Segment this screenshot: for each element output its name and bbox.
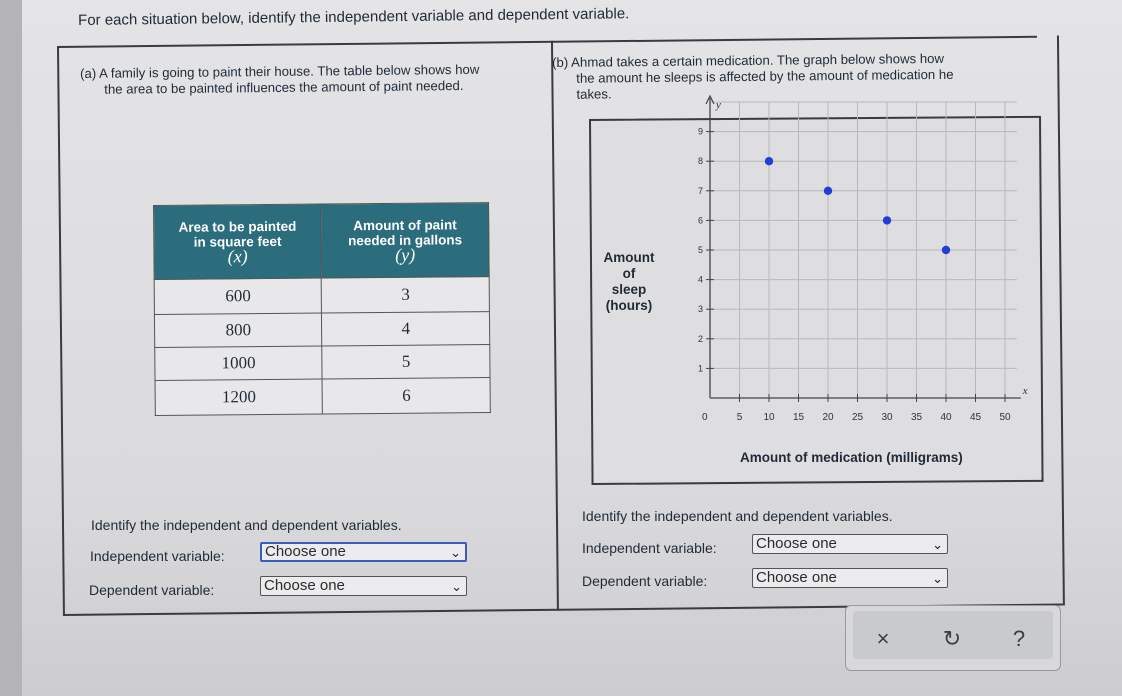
y-tick-label: 5 [697, 245, 703, 255]
x-tick-label: 40 [940, 412, 952, 423]
sleep-scatter-chart [690, 99, 1030, 460]
chevron-down-icon: ⌄ [932, 571, 943, 586]
x-axis-letter: x [1022, 385, 1028, 397]
x-tick-label: 5 [736, 412, 743, 423]
x-tick-label: 15 [792, 412, 805, 423]
x-tick-label: 35 [910, 412, 923, 423]
chevron-down-icon: ⌄ [932, 537, 943, 552]
part-b-description [552, 51, 954, 103]
table-header-area: Area to be painted in square feet (x) [154, 204, 322, 279]
part-b-dependent-select[interactable]: Choose one ⌄ [752, 568, 948, 588]
part-b-label: (b) [552, 54, 569, 70]
part-a-line1: A family is going to paint their house. The table below shows how [99, 61, 480, 81]
part-b-line2: the amount he sleeps is affected by the amount of medication he [576, 66, 954, 86]
data-point [883, 216, 891, 224]
part-a-dependent-select[interactable]: Choose one ⌄ [260, 576, 467, 596]
part-a-label: (a) [80, 65, 97, 81]
y-axis-letter: y [716, 99, 721, 111]
help-icon: ? [1012, 626, 1026, 651]
part-a-independent-select[interactable]: Choose one ⌄ [260, 542, 467, 562]
table-row: 600 3 [154, 277, 489, 315]
part-a-line2: the area to be painted influences the amount of paint needed. [104, 77, 464, 97]
x-tick-label: 20 [822, 412, 834, 423]
part-a-independent-label: Independent variable: [90, 548, 225, 564]
y-tick-label: 6 [697, 215, 703, 226]
background-edge [0, 0, 22, 696]
panel-divider [551, 41, 559, 611]
x-tick-label: 10 [763, 412, 775, 423]
y-tick-label: 7 [697, 185, 703, 196]
table-row: 800 4 [154, 312, 489, 348]
y-tick-label: 9 [697, 126, 703, 137]
help-button[interactable] [1004, 624, 1034, 654]
y-tick-label: 4 [697, 274, 703, 285]
undo-icon: ↻ [942, 626, 962, 651]
part-a-identify-text: Identify the independent and dependent variables. [91, 517, 402, 533]
clear-button[interactable] [868, 624, 898, 654]
y-tick-label: 1 [697, 363, 703, 374]
part-a-dependent-label: Dependent variable: [89, 582, 215, 598]
x-tick-label: 25 [851, 412, 864, 423]
question-prompt: For each situation below, identify the independent variable and dependent variable. [78, 5, 630, 29]
part-b-dependent-label: Dependent variable: [582, 573, 708, 589]
x-tick-label: 30 [881, 412, 893, 423]
y-tick-label: 2 [697, 333, 703, 344]
y-axis-label: Amount of sleep (hours) [603, 250, 655, 313]
table-row: 1200 6 [155, 378, 490, 416]
table-header-paint: Amount of paint needed in gallons (y) [321, 203, 489, 278]
paint-table [153, 202, 491, 416]
x-axis-label: Amount of medication (milligrams) [740, 450, 963, 465]
y-tick-label: 3 [697, 304, 703, 315]
part-b-identify-text: Identify the independent and dependent variables. [582, 508, 893, 524]
data-point [942, 246, 950, 254]
part-b-independent-label: Independent variable: [582, 540, 717, 556]
table-row: 1000 5 [155, 345, 490, 381]
data-point [824, 187, 832, 195]
data-point [765, 157, 773, 165]
undo-button[interactable] [937, 624, 967, 654]
part-b-independent-select[interactable]: Choose one ⌄ [752, 534, 948, 554]
part-b-line3: takes. [576, 86, 612, 102]
chevron-down-icon: ⌄ [450, 545, 461, 560]
chevron-down-icon: ⌄ [451, 579, 462, 594]
close-icon: × [876, 626, 890, 651]
part-a-description [80, 62, 480, 98]
origin-label: 0 [702, 412, 708, 423]
y-tick-label: 8 [697, 156, 703, 167]
x-tick-label: 45 [969, 412, 982, 423]
x-tick-label: 50 [999, 412, 1011, 423]
part-b-line1: Ahmad takes a certain medication. The graph below shows how [571, 50, 945, 70]
